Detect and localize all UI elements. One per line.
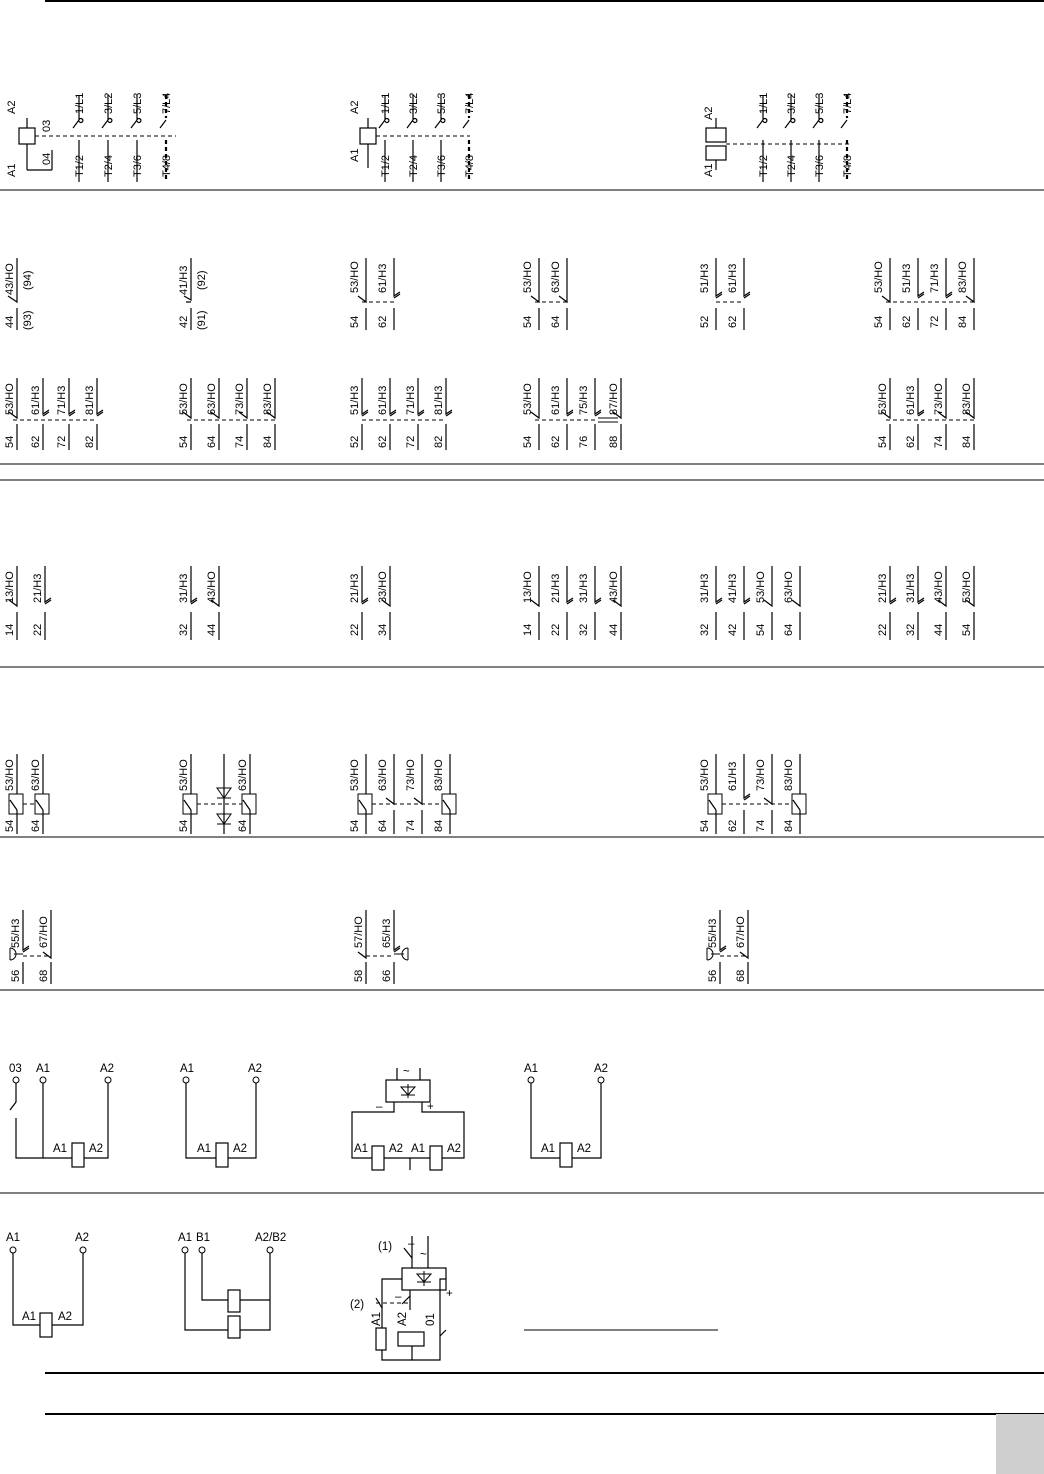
term-label: (94)	[22, 270, 34, 290]
term-label: 73/HO	[933, 383, 945, 415]
term-label: A2	[233, 1143, 248, 1155]
term-label: 72	[56, 435, 68, 448]
term-label: 53/HO	[349, 261, 361, 293]
term-label: 53/HO	[877, 383, 889, 415]
term-label: 5/L3	[132, 92, 144, 114]
term-label: (91)	[196, 310, 208, 330]
term-label: A1	[22, 1311, 37, 1323]
term-label: T3/6	[814, 154, 826, 177]
term-label: 53/HO	[4, 383, 16, 415]
term-label: 54	[349, 315, 361, 328]
term-label: 84	[961, 435, 973, 448]
term-label: 58	[353, 969, 365, 982]
term-label: A1	[53, 1143, 68, 1155]
term-label: 63/HO	[783, 571, 795, 603]
term-label: 21/H3	[877, 573, 889, 603]
term-label: 61/H3	[727, 761, 739, 791]
contactor-diagram-double-coil	[703, 93, 854, 182]
aux-contact-block	[4, 566, 51, 640]
timed-contact-block	[10, 910, 51, 984]
term-label: 03	[41, 119, 53, 132]
note-label: (2)	[350, 1299, 365, 1311]
term-label: 62	[727, 315, 739, 328]
term-label: 53/HO	[699, 759, 711, 791]
term-label: 7/L4	[161, 92, 173, 114]
term-label: T2/4	[786, 154, 798, 177]
term-label: 76	[578, 435, 590, 448]
term-label: 88	[608, 435, 620, 448]
aux-contact-block	[699, 566, 800, 640]
term-label: 1/L1	[758, 92, 770, 114]
term-label: 54	[755, 623, 767, 636]
term-label: 83/HO	[783, 759, 795, 791]
term-label: 82	[433, 435, 445, 448]
term-label: 71/H3	[405, 385, 417, 415]
term-label: T2/4	[408, 154, 420, 177]
term-label: 63/HO	[30, 759, 42, 791]
term-label: A1	[349, 148, 361, 162]
aux-contact-block	[699, 258, 750, 330]
term-label: 62	[377, 435, 389, 448]
term-label: 67/HO	[735, 916, 747, 948]
minus-symbol: –	[408, 1238, 415, 1250]
term-label: 73/HO	[234, 383, 246, 415]
term-label: A1	[6, 1232, 21, 1244]
term-label: 68	[735, 969, 747, 982]
aux-contact-block	[4, 378, 103, 450]
term-label: A2	[389, 1143, 404, 1155]
note-label: (1)	[378, 1241, 393, 1253]
aux-contact-block	[873, 258, 974, 330]
term-label: 54	[178, 435, 190, 448]
term-label: 52	[699, 315, 711, 328]
term-label: A2	[703, 106, 715, 120]
term-label: A2	[577, 1143, 592, 1155]
term-label: 64	[783, 623, 795, 636]
section-rules	[0, 1, 1044, 1414]
term-label: 53/HO	[961, 571, 973, 603]
term-label: 54	[4, 819, 16, 832]
term-label: 54	[877, 435, 889, 448]
term-label: 67/HO	[38, 916, 50, 948]
term-label: 03	[9, 1063, 22, 1075]
aux-contact-block	[349, 258, 400, 330]
term-label: 22	[550, 623, 562, 636]
term-label: 22	[877, 623, 889, 636]
term-label: 61/H3	[377, 263, 389, 293]
term-label: 41/H3	[727, 573, 739, 603]
term-label: 72	[929, 315, 941, 328]
term-label: A2	[89, 1143, 104, 1155]
term-label: 21/H3	[550, 573, 562, 603]
term-label: (93)	[22, 310, 34, 330]
term-label: T2/4	[103, 154, 115, 177]
term-label: 83/HO	[957, 261, 969, 293]
term-label: A1	[411, 1143, 426, 1155]
term-label: 54	[4, 435, 16, 448]
term-label: 64	[237, 819, 249, 832]
term-label: 72	[405, 435, 417, 448]
term-label: 64	[550, 315, 562, 328]
term-label: 81/H3	[433, 385, 445, 415]
term-label: 7/L4	[842, 92, 854, 114]
term-label: 32	[178, 623, 190, 636]
term-label: 54	[699, 819, 711, 832]
term-label: 44	[608, 623, 620, 636]
term-label: A1	[541, 1143, 556, 1155]
term-label: 31/H3	[178, 573, 190, 603]
aux-contact-block	[4, 754, 49, 834]
term-label: 54	[522, 435, 534, 448]
term-label: 63/HO	[377, 759, 389, 791]
aux-contact-block	[349, 378, 452, 450]
term-label: T1/2	[758, 154, 770, 177]
term-label: 34	[377, 623, 389, 636]
term-label: 64	[30, 819, 42, 832]
term-label: 3/L2	[408, 92, 420, 114]
term-label: 41/H3	[178, 265, 190, 295]
term-label: 14	[522, 623, 534, 636]
term-label: 56	[10, 969, 22, 982]
term-label: A1	[524, 1063, 539, 1075]
term-label: 83/HO	[433, 759, 445, 791]
term-label: T4/8	[161, 154, 173, 177]
term-label: 75/H3	[578, 385, 590, 415]
term-label: 74	[405, 819, 417, 832]
term-label: 51/H3	[901, 263, 913, 293]
term-label: A1	[197, 1143, 212, 1155]
term-label: 1/L1	[74, 92, 86, 114]
term-label: 87/HO	[608, 383, 620, 415]
term-label: 01	[425, 1313, 437, 1326]
latch-coil-wiring-diagram	[178, 1232, 286, 1338]
term-label: A1	[180, 1063, 195, 1075]
supply-symbol: ~	[420, 1249, 427, 1261]
term-label: T3/6	[436, 154, 448, 177]
term-label: 64	[206, 435, 218, 448]
term-label: 73/HO	[405, 759, 417, 791]
contactor-diagram-with-aux	[6, 93, 176, 182]
term-label: A2/B2	[255, 1232, 287, 1244]
rectifier-control-wiring-diagram	[350, 1236, 718, 1360]
term-label: 43/HO	[206, 571, 218, 603]
aux-contact-block	[349, 566, 390, 640]
term-label: 44	[933, 623, 945, 636]
aux-contact-block	[4, 258, 34, 330]
page-tab-marker	[996, 1414, 1044, 1474]
term-label: 53/HO	[873, 261, 885, 293]
term-label: 61/H3	[377, 385, 389, 415]
term-label: 81/H3	[84, 385, 96, 415]
plus-symbol: +	[446, 1288, 453, 1300]
term-label: T1/2	[380, 154, 392, 177]
term-label: 21/H3	[349, 573, 361, 603]
term-label: 5/L3	[814, 92, 826, 114]
term-label: 53/HO	[4, 759, 16, 791]
term-label: 84	[957, 315, 969, 328]
term-label: 55/H3	[10, 918, 22, 948]
aux-contact-block	[178, 258, 208, 330]
timed-contact-block	[353, 910, 408, 984]
timed-contact-block	[707, 910, 748, 984]
term-label: 64	[377, 819, 389, 832]
term-label: 53/HO	[522, 383, 534, 415]
term-label: A2	[349, 100, 361, 114]
term-label: 52	[349, 435, 361, 448]
term-label: 53/HO	[178, 383, 190, 415]
coil-wiring-diagram	[6, 1232, 89, 1337]
aux-contact-block	[178, 566, 219, 640]
term-label: 32	[699, 623, 711, 636]
term-label: 31/H3	[905, 573, 917, 603]
supply-symbol: ~	[403, 1066, 410, 1078]
term-label: 42	[178, 315, 190, 328]
term-label: 54	[349, 819, 361, 832]
term-label: 62	[550, 435, 562, 448]
term-label: A2	[58, 1311, 73, 1323]
term-label: A2	[100, 1063, 115, 1075]
aux-contact-block-with-diodes	[178, 754, 256, 834]
term-label: 54	[961, 623, 973, 636]
term-label: 62	[377, 315, 389, 328]
term-label: 53/HO	[349, 759, 361, 791]
term-label: 43/HO	[608, 571, 620, 603]
term-label: 51/H3	[349, 385, 361, 415]
aux-contact-block	[349, 754, 456, 834]
term-label: 53/HO	[522, 261, 534, 293]
term-label: 66	[381, 969, 393, 982]
term-label: 73/HO	[755, 759, 767, 791]
term-label: A2	[248, 1063, 263, 1075]
plus-symbol: +	[427, 1101, 434, 1113]
term-label: 62	[901, 315, 913, 328]
term-label: A1	[6, 163, 18, 177]
term-label: 5/L3	[436, 92, 448, 114]
term-label: A2	[75, 1232, 90, 1244]
term-label: 61/H3	[905, 385, 917, 415]
aux-contact-block	[699, 754, 806, 834]
term-label: 63/HO	[550, 261, 562, 293]
term-label: 13/HO	[522, 571, 534, 603]
minus-symbol: –	[395, 1291, 402, 1303]
term-label: 1/L1	[380, 92, 392, 114]
term-label: 61/H3	[30, 385, 42, 415]
term-label: 53/HO	[178, 759, 190, 791]
aux-contact-block	[877, 566, 974, 640]
term-label: A2	[6, 100, 18, 114]
term-label: 74	[755, 819, 767, 832]
term-label: 71/H3	[929, 263, 941, 293]
term-label: A1	[354, 1143, 369, 1155]
term-label: 54	[178, 819, 190, 832]
term-label: 33/HO	[377, 571, 389, 603]
term-label: 55/H3	[707, 918, 719, 948]
term-label: 31/H3	[699, 573, 711, 603]
term-label: 53/HO	[755, 571, 767, 603]
term-label: 74	[933, 435, 945, 448]
term-label: 51/H3	[699, 263, 711, 293]
coil-wiring-diagram	[180, 1063, 262, 1167]
minus-symbol: –	[376, 1101, 383, 1113]
term-label: T4/8	[464, 154, 476, 177]
term-label: 82	[84, 435, 96, 448]
term-label: 7/L4	[464, 92, 476, 114]
term-label: 83/HO	[961, 383, 973, 415]
term-label: 61/H3	[550, 385, 562, 415]
term-label: 56	[707, 969, 719, 982]
term-label: A2	[397, 1311, 409, 1326]
term-label: 68	[38, 969, 50, 982]
term-label: A1	[371, 1311, 383, 1326]
term-label: 54	[522, 315, 534, 328]
term-label: 43/HO	[933, 571, 945, 603]
term-label: B1	[196, 1232, 211, 1244]
term-label: 62	[905, 435, 917, 448]
term-label: 63/HO	[206, 383, 218, 415]
term-label: 63/HO	[237, 759, 249, 791]
aux-contact-block	[877, 378, 974, 450]
coil-wiring-diagram	[524, 1063, 608, 1167]
coil-wiring-diagram	[9, 1063, 114, 1167]
term-label: 3/L2	[103, 92, 115, 114]
term-label: 84	[262, 435, 274, 448]
term-label: 22	[349, 623, 361, 636]
term-label: 57/HO	[353, 916, 365, 948]
term-label: 14	[4, 623, 16, 636]
term-label: 84	[433, 819, 445, 832]
term-label: A1	[36, 1063, 51, 1075]
term-label: A2	[447, 1143, 462, 1155]
aux-contact-block	[522, 566, 621, 640]
term-label: (92)	[196, 270, 208, 290]
term-label: 62	[30, 435, 42, 448]
term-label: T1/2	[74, 154, 86, 177]
term-label: 83/HO	[262, 383, 274, 415]
term-label: T3/6	[132, 154, 144, 177]
term-label: 84	[783, 819, 795, 832]
term-label: 13/HO	[4, 571, 16, 603]
term-label: 54	[873, 315, 885, 328]
term-label: 3/L2	[786, 92, 798, 114]
term-label: 32	[905, 623, 917, 636]
term-label: 22	[32, 623, 44, 636]
rectifier-coil-wiring-diagram	[352, 1066, 464, 1170]
term-label: 43/HO	[4, 263, 16, 295]
term-label: 62	[727, 819, 739, 832]
term-label: 44	[4, 315, 16, 328]
term-label: 42	[727, 623, 739, 636]
term-label: T4/8	[842, 154, 854, 177]
term-label: 44	[206, 623, 218, 636]
aux-contact-block	[522, 378, 621, 450]
contactor-diagram	[349, 93, 476, 182]
aux-contact-block	[522, 258, 567, 330]
term-label: 65/H3	[381, 918, 393, 948]
term-label: 61/H3	[727, 263, 739, 293]
term-label: 71/H3	[56, 385, 68, 415]
term-label: A1	[178, 1232, 193, 1244]
term-label: 04	[41, 152, 53, 165]
term-label: 31/H3	[578, 573, 590, 603]
term-label: 74	[234, 435, 246, 448]
term-label: A2	[594, 1063, 609, 1075]
aux-contact-block	[178, 378, 275, 450]
term-label: 21/H3	[32, 573, 44, 603]
term-label: 32	[578, 623, 590, 636]
term-label: A1	[703, 163, 715, 177]
